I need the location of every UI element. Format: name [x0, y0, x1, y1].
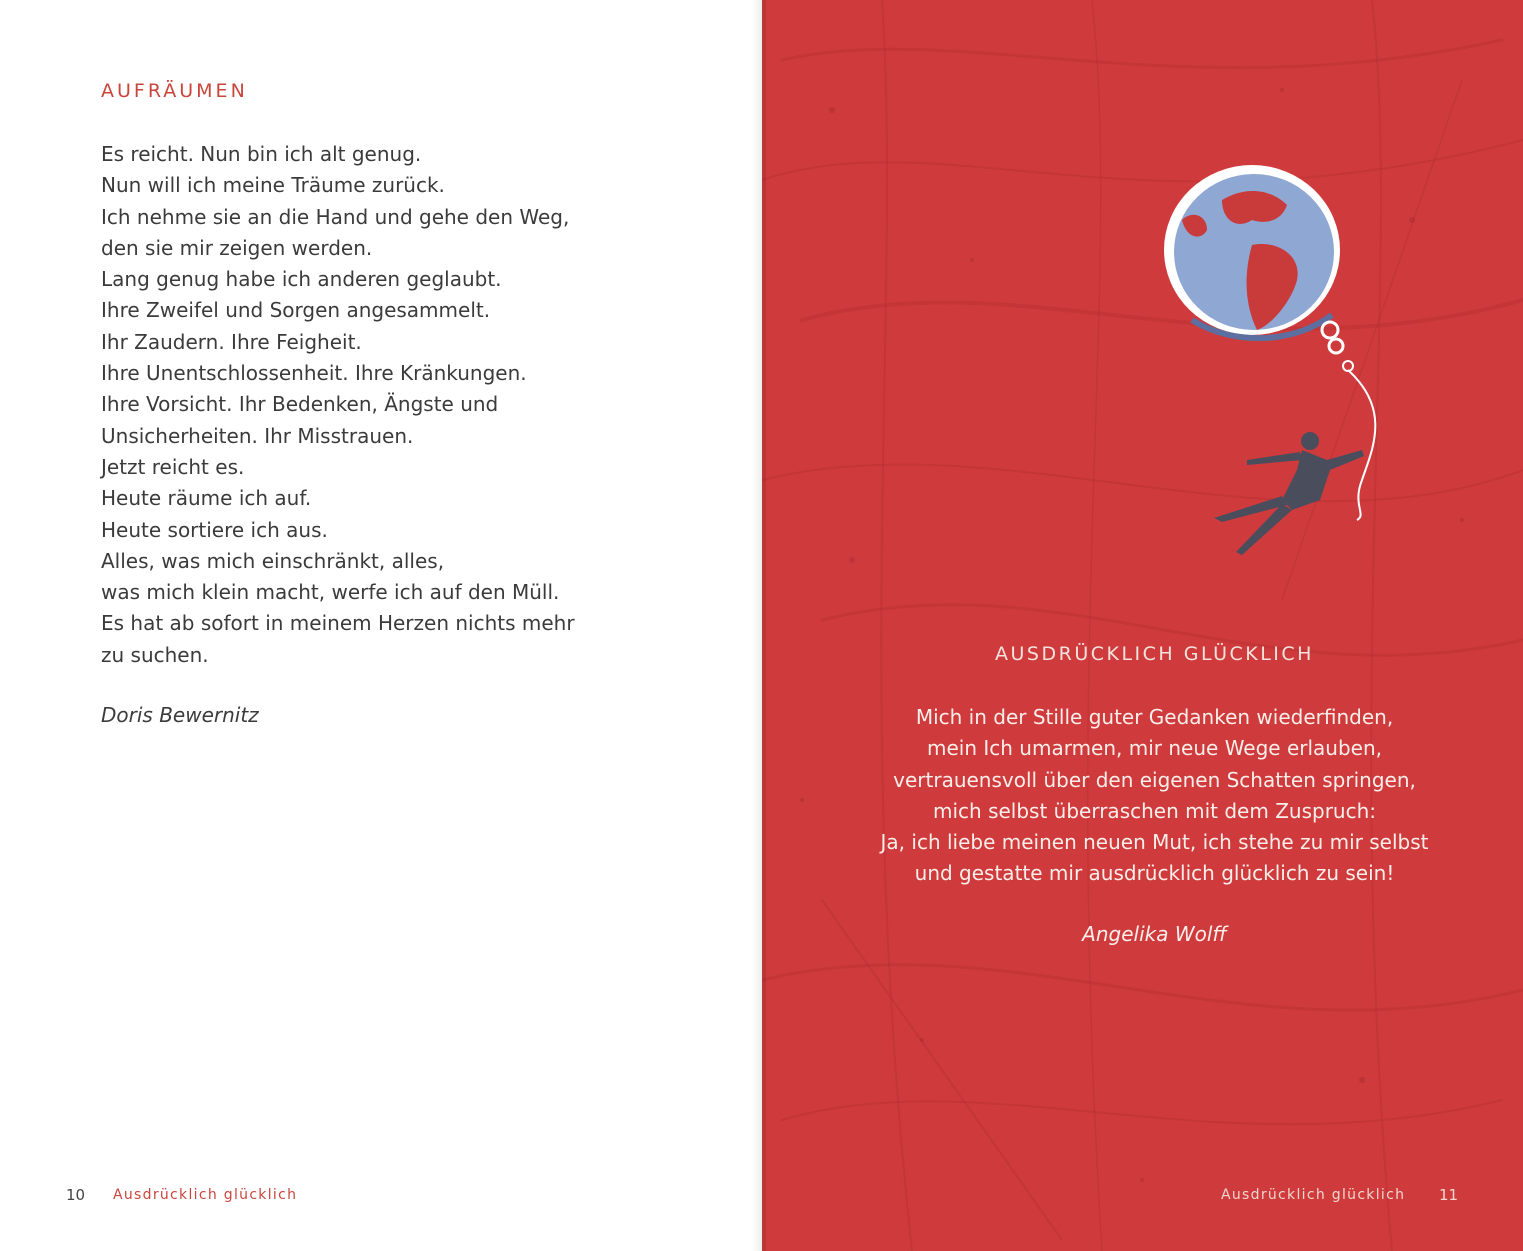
page-number: 10 — [66, 1186, 86, 1204]
poem-line: Heute sortiere ich aus. — [101, 517, 328, 542]
poem-author: Angelika Wolff — [1082, 922, 1227, 946]
poem-line: Unsicherheiten. Ihr Misstrauen. — [101, 423, 414, 448]
poem-line: Ihre Unentschlossenheit. Ihre Kränkungen. — [101, 361, 527, 386]
running-title: Ausdrücklich glücklich — [113, 1187, 298, 1203]
poem-title: AUFRÄUMEN — [101, 80, 248, 102]
poem-line: vertrauensvoll über den eigenen Schatten springen, — [893, 767, 1416, 792]
poem-line: und gestatte mir ausdrücklich glücklich zu sein! — [914, 861, 1395, 886]
poem-line: Es reicht. Nun bin ich alt genug. — [101, 142, 422, 166]
poem-line: zu suchen. — [101, 642, 209, 667]
poem-title: AUSDRÜCKLICH GLÜCKLICH — [995, 643, 1314, 665]
paint-texture — [762, 0, 1523, 1251]
poem-line: Heute räume ich auf. — [101, 486, 312, 511]
poem-line: Alles, was mich einschränkt, alles, — [101, 548, 445, 573]
poem-line: Ihr Zaudern. Ihre Feigheit. — [101, 329, 362, 354]
globe-balloon-illustration — [1152, 160, 1392, 580]
poem-line: Jetzt reicht es. — [101, 454, 245, 479]
poem-body — [101, 139, 575, 671]
poem-line: Ja, ich liebe meinen neuen Mut, ich stehe zu mir selbst — [880, 830, 1429, 855]
running-title: Ausdrücklich glücklich — [1221, 1187, 1406, 1203]
poem-line: was mich klein macht, werfe ich auf den Müll. — [101, 580, 560, 605]
page-number: 11 — [1439, 1186, 1459, 1204]
flying-woman-figure — [1214, 432, 1364, 555]
right-page — [762, 0, 1523, 1251]
book-gutter — [752, 0, 766, 1251]
poem-line: Ich nehme sie an die Hand und gehe den Weg, — [101, 204, 570, 229]
poem-author: Doris Bewernitz — [101, 703, 259, 727]
poem-line: mich selbst überraschen mit dem Zuspruch: — [933, 798, 1376, 823]
poem-line: mein Ich umarmen, mir neue Wege erlauben, — [926, 736, 1383, 761]
poem-line: Ihre Vorsicht. Ihr Bedenken, Ängste und — [101, 392, 499, 417]
poem-line: Mich in der Stille guter Gedanken wiederfinden, — [915, 705, 1394, 729]
poem-body — [762, 702, 1523, 890]
poem-line: den sie mir zeigen werden. — [101, 235, 373, 260]
poem-line: Nun will ich meine Träume zurück. — [101, 173, 445, 198]
poem-line: Lang genug habe ich anderen geglaubt. — [101, 267, 502, 292]
poem-line: Ihre Zweifel und Sorgen angesammelt. — [101, 298, 491, 323]
poem-line: Es hat ab sofort in meinem Herzen nichts mehr — [101, 611, 575, 636]
